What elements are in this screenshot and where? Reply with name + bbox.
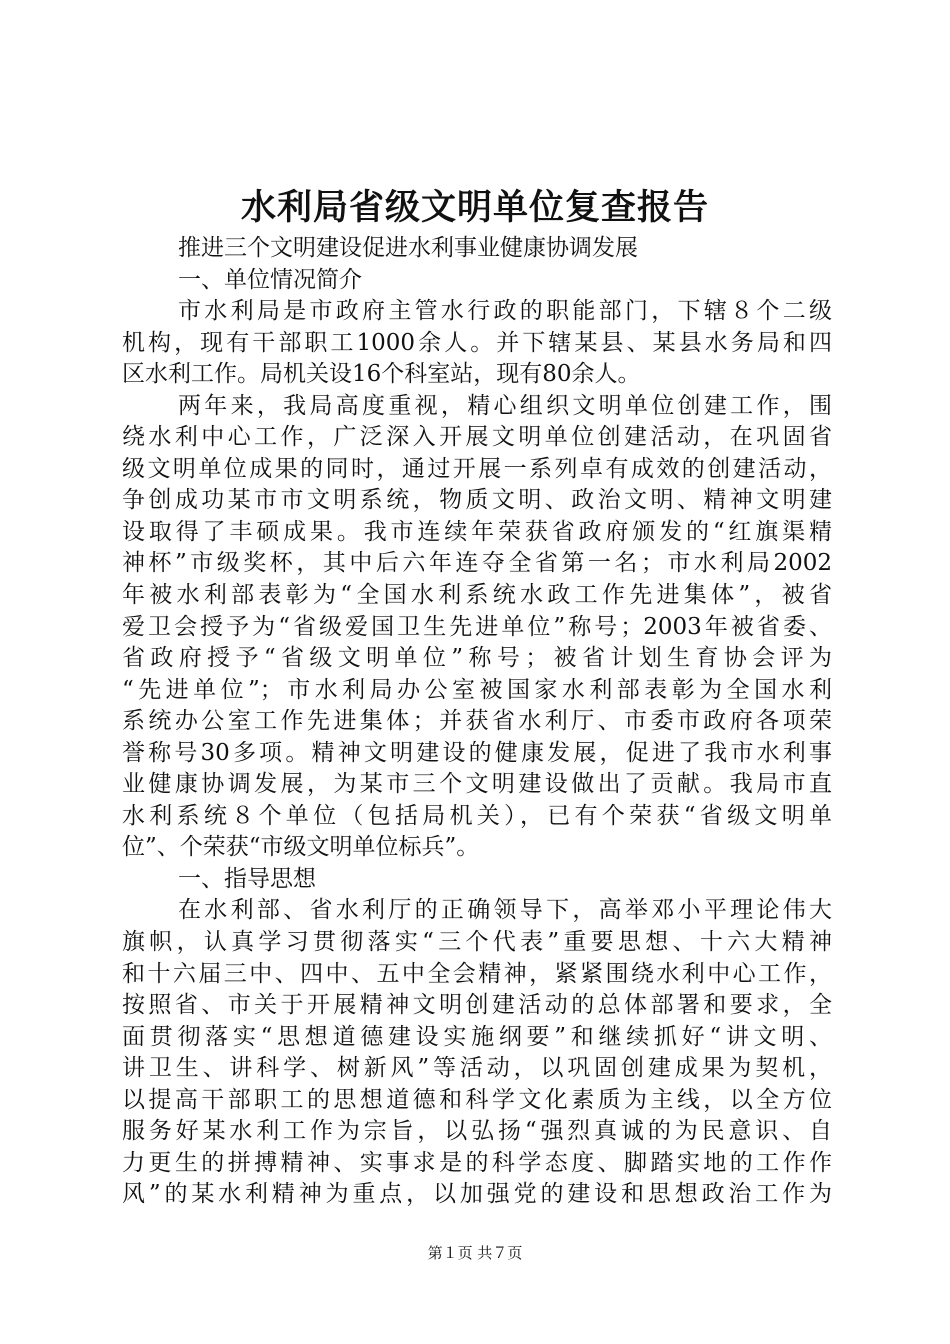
text-line: 服务好某水利工作为宗旨，以弘扬“强烈真诚的为民意识、自 [122,1118,832,1145]
text-line: 神杯”市级奖杯，其中后六年连夺全省第一名；市水利局2002 [122,550,832,577]
text-line: “先进单位”；市水利局办公室被国家水利部表彰为全国水利 [122,676,832,703]
text-line: 水利系统８个单位（包括局机关），已有个荣获“省级文明单 [122,802,832,829]
text-line: 争创成功某市市文明系统，物质文明、政治文明、精神文明建 [122,487,832,514]
text-line: 旗帜，认真学习贯彻落实“三个代表”重要思想、十六大精神 [122,929,832,956]
text-line: 业健康协调发展，为某市三个文明建设做出了贡献。我局市直 [122,771,832,798]
text-line: 和十六届三中、四中、五中全会精神，紧紧围绕水利中心工作， [122,960,832,987]
text-line: 一、单位情况简介 [178,266,362,293]
text-line: 两年来，我局高度重视，精心组织文明单位创建工作，围 [178,392,832,419]
text-line: 以提高干部职工的思想道德和科学文化素质为主线，以全方位 [122,1086,832,1113]
text-line: 市水利局是市政府主管水行政的职能部门，下辖８个二级 [178,298,832,325]
text-line: 系统办公室工作先进集体；并获省水利厅、市委市政府各项荣 [122,708,832,735]
text-line: 爱卫会授予为“省级爱国卫生先进单位”称号；2003年被省委、 [122,613,832,640]
document-body [122,233,832,1211]
text-line: 级文明单位成果的同时，通过开展一系列卓有成效的创建活动， [122,455,832,482]
text-line: 位”、个荣获“市级文明单位标兵”。 [122,834,480,861]
text-line: 设取得了丰硕成果。我市连续年荣获省政府颁发的“红旗渠精 [122,518,832,545]
page-footer: 第１页 共７页 [427,1244,523,1262]
text-line: 讲卫生、讲科学、树新风”等活动，以巩固创建成果为契机， [122,1055,832,1082]
text-line: 一、指导思想 [178,865,316,892]
text-line: 年被水利部表彰为“全国水利系统水政工作先进集体”，被省 [122,582,832,609]
text-line: 机构，现有干部职工1000余人。并下辖某县、某县水务局和四 [122,329,832,356]
text-line: 风”的某水利精神为重点，以加强党的建设和思想政治工作为 [122,1181,832,1208]
text-line: 在水利部、省水利厅的正确领导下，高举邓小平理论伟大 [178,897,832,924]
text-line: 力更生的拼搏精神、实事求是的科学态度、脚踏实地的工作作 [122,1149,832,1176]
text-line: 省政府授予“省级文明单位”称号；被省计划生育协会评为 [122,645,832,672]
text-line: 誉称号30多项。精神文明建设的健康发展，促进了我市水利事 [122,739,832,766]
text-line: 推进三个文明建设促进水利事业健康协调发展 [178,235,638,261]
text-line: 绕水利中心工作，广泛深入开展文明单位创建活动，在巩固省 [122,424,832,451]
text-line: 面贯彻落实“思想道德建设实施纲要”和继续抓好“讲文明、 [122,1023,832,1050]
text-line: 按照省、市关于开展精神文明创建活动的总体部署和要求，全 [122,992,832,1019]
text-line: 区水利工作。局机关设16个科室站，现有80余人。 [122,361,641,388]
document-title: 水利局省级文明单位复查报告 [240,187,709,228]
